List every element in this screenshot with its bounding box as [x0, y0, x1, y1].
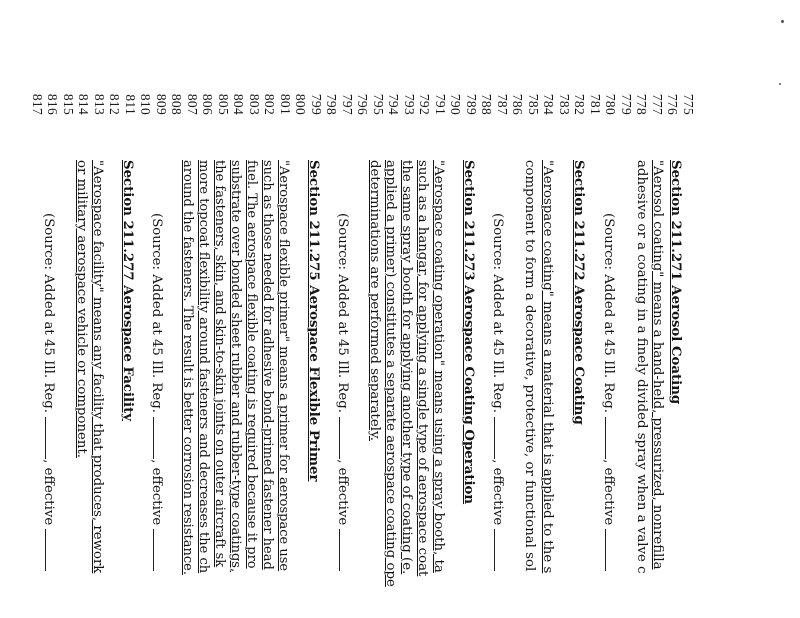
- line-number: 787: [495, 93, 510, 115]
- body-line: substrate over bonded sheet rubber and rubber-type coatings,: [228, 160, 243, 573]
- line-number: 795: [371, 93, 386, 115]
- effective-text: , effective: [149, 459, 164, 530]
- section-heading: Section 211.271 Aerosol Coating: [668, 160, 683, 405]
- line-number: 802: [262, 93, 278, 115]
- line-number: 816: [45, 93, 61, 115]
- line-number: 812: [107, 93, 123, 115]
- source-note: [40, 213, 58, 571]
- line-number: 800: [293, 93, 309, 115]
- line-number: 803: [247, 93, 262, 115]
- blank-line: [45, 417, 58, 459]
- line-number: 805: [216, 93, 231, 115]
- line-number: 783: [557, 93, 572, 115]
- blank-line: [339, 417, 352, 459]
- body-line: around the fasteners. The result is better corrosion resistance.: [180, 160, 195, 575]
- source-text: (Source: Added at 45 Ill. Reg.: [601, 213, 616, 418]
- line-number: 798: [324, 93, 340, 115]
- line-number: 777: [650, 93, 665, 115]
- line-number: 809: [154, 93, 169, 115]
- source-text: (Source: Added at 45 Ill. Reg.: [490, 213, 505, 418]
- blank-line: [153, 417, 166, 459]
- line-number: 793: [402, 93, 417, 115]
- blank-line: [153, 529, 166, 571]
- body-line: fuel. The aerospace flexible coating is required because it pro: [244, 160, 259, 569]
- source-note: [600, 213, 618, 571]
- body-line: applied a primer) constitutes a separate aerospace coating ope: [383, 160, 398, 587]
- body-line: "Aerospace coating operation" means using a spray booth, ta: [431, 160, 446, 573]
- line-number: 785: [526, 93, 541, 115]
- line-number: 796: [355, 93, 371, 115]
- blank-line: [494, 529, 507, 571]
- line-number: 789: [464, 93, 479, 115]
- blank-line: [339, 529, 352, 571]
- line-number: 779: [619, 93, 634, 115]
- effective-text: , effective: [335, 459, 350, 530]
- line-number: 776: [665, 93, 681, 115]
- body-line: component to form a decorative, protective, or functional sol: [522, 160, 537, 572]
- line-number: 804: [231, 93, 247, 115]
- line-number: 794: [386, 93, 402, 115]
- line-number: 815: [61, 93, 76, 115]
- body-line: such as a hangar, for applying a single type of aerospace coat: [415, 160, 430, 577]
- line-number: 813: [92, 93, 107, 115]
- source-text: (Source: Added at 45 Ill. Reg.: [335, 213, 350, 418]
- line-number: 792: [417, 93, 433, 115]
- line-number: 782: [572, 93, 588, 115]
- section-heading: Section 211.273 Aerospace Coating Operation: [461, 160, 476, 505]
- line-number: 806: [200, 93, 216, 115]
- effective-text: , effective: [601, 459, 616, 530]
- effective-text: , effective: [41, 459, 56, 530]
- source-note: [334, 213, 352, 571]
- source-note: [489, 213, 507, 571]
- line-number: 790: [448, 93, 464, 115]
- line-number: 775: [681, 93, 696, 115]
- effective-text: , effective: [490, 459, 505, 530]
- line-number: 784: [541, 93, 557, 115]
- section-heading: Section 211.277 Aerospace Facility: [120, 160, 135, 421]
- source-note: [148, 213, 166, 571]
- section-heading: Section 211.275 Aerospace Flexible Primer: [306, 160, 321, 482]
- body-line: adhesive or a coating in a finely divided spray when a valve c: [634, 160, 649, 574]
- line-number: 814: [76, 93, 92, 115]
- line-number: 799: [309, 93, 324, 115]
- section-heading: Section 211.272 Aerospace Coating: [571, 160, 586, 425]
- blank-line: [605, 529, 618, 571]
- line-number: 810: [138, 93, 154, 115]
- line-number: 788: [479, 93, 495, 115]
- body-line: "Aerospace facility" means any facility that produces, rework: [90, 160, 105, 574]
- body-line: "Aerospace flexible primer" means a primer for aerospace use: [276, 160, 291, 572]
- line-number: 780: [603, 93, 619, 115]
- line-number: 808: [169, 93, 185, 115]
- line-number: 807: [185, 93, 200, 115]
- line-number: 786: [510, 93, 526, 115]
- body-line: such as those needed for adhesive bond-primed fastener head: [260, 160, 275, 570]
- line-number: 811: [123, 94, 138, 115]
- body-line: "Aerospace coating" means a material that is applied to the s: [540, 160, 555, 574]
- blank-line: [45, 529, 58, 571]
- body-line: more topcoat flexibility around fasteners and decreases the ch: [196, 160, 211, 574]
- source-text: (Source: Added at 45 Ill. Reg.: [149, 213, 164, 418]
- body-line: "Aerosol coating" means a hand-held, pressurized, nonrefilla: [650, 160, 665, 570]
- source-text: (Source: Added at 45 Ill. Reg.: [41, 213, 56, 418]
- line-number: 781: [588, 93, 603, 115]
- body-line: determinations are performed separately.: [367, 160, 382, 441]
- line-number: 801: [278, 93, 293, 115]
- blank-line: [605, 417, 618, 459]
- line-number: 791: [433, 93, 448, 115]
- line-number: 817: [30, 93, 45, 115]
- body-line: the same spray booth for applying another type of coating (e.: [399, 160, 414, 575]
- blank-line: [494, 417, 507, 459]
- line-number: 778: [634, 93, 650, 115]
- line-number: 797: [340, 93, 355, 115]
- body-line: the fasteners, skin, and skin-to-skin joints on outer aircraft sk: [212, 160, 227, 568]
- body-line: or military aerospace vehicle or component.: [74, 160, 89, 459]
